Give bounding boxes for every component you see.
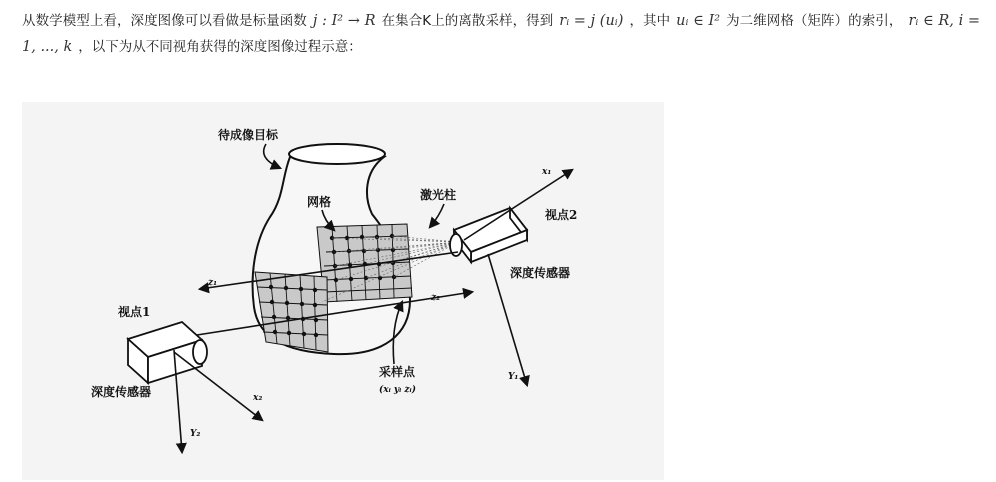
label-laser: 激光柱 <box>420 188 457 202</box>
math-grid-index: uᵢ ∈ I² <box>676 13 721 29</box>
label-sensor-2: 深度传感器 <box>510 266 571 280</box>
depth-imaging-diagram <box>22 102 664 480</box>
sampling-grid-left <box>255 272 328 352</box>
label-grid: 网格 <box>307 195 332 209</box>
text-segment: 为二维网格（矩阵）的索引， <box>726 13 903 29</box>
label-sample-point: 采样点 <box>379 365 416 379</box>
text-segment: 在集合K上的离散采样，得到 <box>381 13 554 29</box>
label-y1: Y₁ <box>508 372 519 382</box>
label-target: 待成像目标 <box>218 128 279 142</box>
text-segment: ，以下为从不同视角获得的深度图像过程示意： <box>78 39 362 55</box>
math-range: rᵢ ∈ R, i = 1, ..., k <box>22 13 981 55</box>
label-viewpoint-1: 视点1 <box>118 305 151 319</box>
intro-paragraph <box>22 8 980 60</box>
math-scalar-function: j : I² → R <box>312 13 376 29</box>
label-y2: Y₂ <box>190 429 201 439</box>
depth-imaging-figure <box>22 102 664 480</box>
math-sample-equation: rᵢ = j (uᵢ) <box>559 13 624 29</box>
label-z2: z₂ <box>431 293 441 303</box>
axis-x2 <box>174 352 262 420</box>
label-sensor-1: 深度传感器 <box>91 385 152 399</box>
label-viewpoint-2: 视点2 <box>545 208 578 222</box>
text-segment: ，其中 <box>629 13 671 29</box>
sampling-grid-right <box>317 224 412 302</box>
vase-rim <box>289 144 385 164</box>
label-x1: x₁ <box>542 167 552 177</box>
label-x2: x₂ <box>253 393 263 403</box>
depth-sensor-1 <box>128 322 207 383</box>
lens-icon <box>193 340 207 364</box>
text-segment: 从数学模型上看，深度图像可以看做是标量函数 <box>22 13 307 29</box>
label-sample-coord: (xᵢ yᵢ zᵢ) <box>379 385 416 395</box>
label-z1: z₁ <box>208 278 218 288</box>
